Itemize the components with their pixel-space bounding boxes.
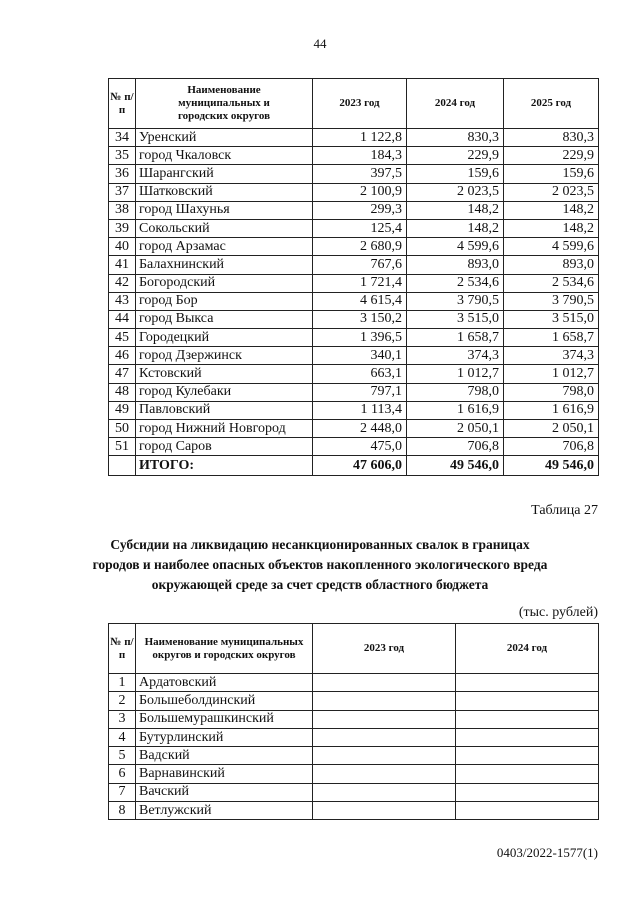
value-2023: 340,1	[313, 347, 407, 365]
value-2023: 475,0	[313, 438, 407, 456]
municipality-name: город Шахунья	[136, 201, 313, 219]
value-2023	[313, 710, 456, 728]
value-2025: 1 658,7	[504, 329, 599, 347]
document-code: 0403/2022-1577(1)	[496, 845, 598, 860]
value-2023: 3 150,2	[313, 310, 407, 328]
table-row	[109, 201, 599, 219]
value-2025: 830,3	[504, 129, 599, 147]
row-number: 40	[109, 238, 136, 256]
value-2024	[456, 783, 599, 801]
value-2024	[456, 728, 599, 746]
value-2024: 830,3	[407, 129, 504, 147]
total-2023: 47 606,0	[313, 456, 407, 476]
municipality-name: Уренский	[136, 129, 313, 147]
municipality-name: Ветлужский	[136, 802, 313, 820]
header-2025: 2025 год	[504, 79, 599, 129]
value-2023	[313, 692, 456, 710]
municipality-name: Сокольский	[136, 219, 313, 237]
value-2023: 4 615,4	[313, 292, 407, 310]
table-row	[109, 747, 599, 765]
value-2024	[456, 674, 599, 692]
table-row	[109, 783, 599, 801]
table-row	[109, 420, 599, 438]
row-number: 8	[109, 802, 136, 820]
total-2024: 49 546,0	[407, 456, 504, 476]
header-name: Наименование муниципальных и городских округов	[136, 79, 313, 129]
municipality-name: Бутурлинский	[136, 728, 313, 746]
table-row	[109, 692, 599, 710]
value-2023	[313, 802, 456, 820]
header-2024: 2024 год	[407, 79, 504, 129]
row-number: 45	[109, 329, 136, 347]
value-2025: 1 616,9	[504, 401, 599, 419]
table-row	[109, 365, 599, 383]
municipality-name: Большемурашкинский	[136, 710, 313, 728]
value-2025: 2 050,1	[504, 420, 599, 438]
value-2024: 229,9	[407, 147, 504, 165]
table-row	[109, 183, 599, 201]
total-row	[109, 456, 599, 476]
row-number: 34	[109, 129, 136, 147]
header-num: № п/п	[109, 79, 136, 129]
row-number: 42	[109, 274, 136, 292]
header-2023: 2023 год	[313, 79, 407, 129]
row-number: 37	[109, 183, 136, 201]
landfill-subsidy-table	[108, 623, 599, 820]
value-2024: 374,3	[407, 347, 504, 365]
value-2025: 148,2	[504, 201, 599, 219]
value-2025: 148,2	[504, 219, 599, 237]
total-label: ИТОГО:	[136, 456, 313, 476]
row-number: 41	[109, 256, 136, 274]
table-row	[109, 401, 599, 419]
value-2024: 2 050,1	[407, 420, 504, 438]
row-number: 2	[109, 692, 136, 710]
value-2023: 1 396,5	[313, 329, 407, 347]
municipality-name: город Арзамас	[136, 238, 313, 256]
municipality-name: Вадский	[136, 747, 313, 765]
value-2024: 1 012,7	[407, 365, 504, 383]
table-row	[109, 728, 599, 746]
table-title: Субсидии на ликвидацию несанкционированных свалок в границах городов и наиболее опасных объектов накопленного экологического вреда окружающей среде за счет средств областного бюджета	[92, 537, 548, 592]
municipality-name: Городецкий	[136, 329, 313, 347]
header-2024: 2024 год	[456, 624, 599, 674]
municipality-name: Балахнинский	[136, 256, 313, 274]
row-number: 43	[109, 292, 136, 310]
value-2024: 159,6	[407, 165, 504, 183]
header-num: № п/п	[109, 624, 136, 674]
value-2024: 3 790,5	[407, 292, 504, 310]
value-2025: 4 599,6	[504, 238, 599, 256]
table-row	[109, 274, 599, 292]
value-2025: 893,0	[504, 256, 599, 274]
row-number: 35	[109, 147, 136, 165]
value-2024: 1 616,9	[407, 401, 504, 419]
value-2025: 159,6	[504, 165, 599, 183]
table-row	[109, 710, 599, 728]
value-2023: 2 100,9	[313, 183, 407, 201]
value-2023	[313, 747, 456, 765]
row-number: 5	[109, 747, 136, 765]
value-2024: 2 023,5	[407, 183, 504, 201]
total-2025: 49 546,0	[504, 456, 599, 476]
municipality-name: Большеболдинский	[136, 692, 313, 710]
value-2024	[456, 692, 599, 710]
value-2024: 2 534,6	[407, 274, 504, 292]
municipality-name: Шатковский	[136, 183, 313, 201]
value-2023: 299,3	[313, 201, 407, 219]
value-2024: 798,0	[407, 383, 504, 401]
municipality-name: город Чкаловск	[136, 147, 313, 165]
municipality-name: город Кулебаки	[136, 383, 313, 401]
value-2024: 3 515,0	[407, 310, 504, 328]
table-row	[109, 219, 599, 237]
value-2025: 798,0	[504, 383, 599, 401]
row-number: 50	[109, 420, 136, 438]
row-number: 51	[109, 438, 136, 456]
value-2023	[313, 674, 456, 692]
value-2023: 663,1	[313, 365, 407, 383]
table-row	[109, 129, 599, 147]
value-2024	[456, 765, 599, 783]
header-name: Наименование муниципальных округов и городских округов	[136, 624, 313, 674]
value-2023: 125,4	[313, 219, 407, 237]
value-2023: 2 448,0	[313, 420, 407, 438]
value-2025: 1 012,7	[504, 365, 599, 383]
table-row	[109, 292, 599, 310]
table-row	[109, 674, 599, 692]
table-row	[109, 310, 599, 328]
table-row	[109, 165, 599, 183]
table-caption: Таблица 27	[531, 503, 598, 518]
value-2023: 797,1	[313, 383, 407, 401]
municipality-name: Вачский	[136, 783, 313, 801]
municipality-name: Ардатовский	[136, 674, 313, 692]
value-2023: 1 721,4	[313, 274, 407, 292]
value-2025: 706,8	[504, 438, 599, 456]
value-2023: 1 113,4	[313, 401, 407, 419]
row-number: 6	[109, 765, 136, 783]
municipality-name: город Выкса	[136, 310, 313, 328]
value-2023: 2 680,9	[313, 238, 407, 256]
value-2024: 706,8	[407, 438, 504, 456]
municipality-name: город Саров	[136, 438, 313, 456]
table-row	[109, 802, 599, 820]
value-2024: 148,2	[407, 219, 504, 237]
row-number: 48	[109, 383, 136, 401]
value-2024: 1 658,7	[407, 329, 504, 347]
row-number: 47	[109, 365, 136, 383]
table-row	[109, 238, 599, 256]
municipality-name: город Бор	[136, 292, 313, 310]
row-number: 49	[109, 401, 136, 419]
municipality-name: Варнавинский	[136, 765, 313, 783]
municipality-name: Кстовский	[136, 365, 313, 383]
table-row	[109, 383, 599, 401]
row-number: 39	[109, 219, 136, 237]
value-2023: 184,3	[313, 147, 407, 165]
value-2023	[313, 765, 456, 783]
table-row	[109, 147, 599, 165]
value-2023	[313, 783, 456, 801]
municipality-name: Павловский	[136, 401, 313, 419]
municipality-name: город Дзержинск	[136, 347, 313, 365]
header-2023: 2023 год	[313, 624, 456, 674]
subsidy-table-continued	[108, 78, 599, 476]
municipality-name: Богородский	[136, 274, 313, 292]
row-number: 36	[109, 165, 136, 183]
value-2025: 2 534,6	[504, 274, 599, 292]
table-row	[109, 256, 599, 274]
row-number: 3	[109, 710, 136, 728]
row-number: 46	[109, 347, 136, 365]
value-2024	[456, 710, 599, 728]
value-2025: 2 023,5	[504, 183, 599, 201]
value-2024: 893,0	[407, 256, 504, 274]
value-2023: 1 122,8	[313, 129, 407, 147]
value-2025: 374,3	[504, 347, 599, 365]
units-label: (тыс. рублей)	[518, 605, 598, 620]
municipality-name: Шарангский	[136, 165, 313, 183]
table-row	[109, 765, 599, 783]
row-number: 38	[109, 201, 136, 219]
table-header-row	[109, 624, 599, 674]
table-row	[109, 347, 599, 365]
municipality-name: город Нижний Новгород	[136, 420, 313, 438]
table-row	[109, 329, 599, 347]
value-2024: 148,2	[407, 201, 504, 219]
row-number: 44	[109, 310, 136, 328]
value-2025: 229,9	[504, 147, 599, 165]
value-2023: 767,6	[313, 256, 407, 274]
value-2023: 397,5	[313, 165, 407, 183]
value-2024: 4 599,6	[407, 238, 504, 256]
row-number: 1	[109, 674, 136, 692]
row-number: 7	[109, 783, 136, 801]
row-number: 4	[109, 728, 136, 746]
table-header-row	[109, 79, 599, 129]
value-2024	[456, 747, 599, 765]
total-num-cell	[109, 456, 136, 476]
value-2024	[456, 802, 599, 820]
table-row	[109, 438, 599, 456]
value-2025: 3 790,5	[504, 292, 599, 310]
value-2025: 3 515,0	[504, 310, 599, 328]
value-2023	[313, 728, 456, 746]
page-number: 44	[313, 36, 327, 51]
